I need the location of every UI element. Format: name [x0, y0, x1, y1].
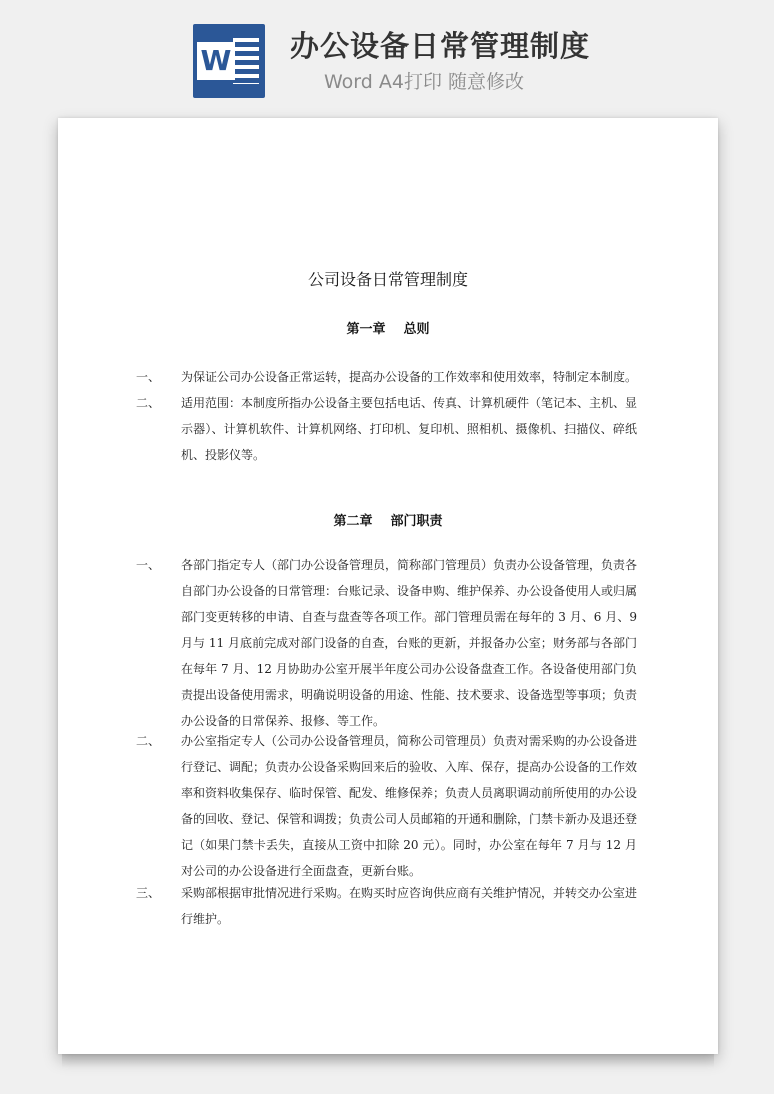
page-shadow: [62, 1052, 714, 1068]
document-title: 公司设备日常管理制度: [307, 270, 468, 289]
item-text: 为保证公司办公设备正常运转，提高办公设备的工作效率和使用效率，特制定本制度。: [181, 370, 638, 384]
document-page: [58, 118, 718, 1054]
chapter-heading: 第二章 部门职责: [333, 514, 443, 529]
page-subtitle: Word A4打印 随意修改: [324, 71, 525, 93]
chapter-heading: 第一章 总则: [346, 322, 430, 337]
word-letter: W: [197, 42, 235, 80]
page-title: 办公设备日常管理制度: [290, 29, 591, 63]
item-number: 一、: [136, 370, 161, 384]
item-number: 二、: [136, 734, 161, 748]
item-number: 三、: [136, 886, 161, 900]
document-lines-graphic: [233, 38, 259, 84]
word-icon: [193, 24, 265, 98]
item-text: 采购部根据审批情况进行采购。在购买时应咨询供应商有关维护情况，并转交办公室进行维护。: [181, 886, 638, 926]
item-text: 适用范围：本制度所指办公设备主要包括电话、传真、计算机硬件（笔记本、主机、显示器）、计算机软件、计算机网络、打印机、复印机、照相机、摄像机、扫描仪、碎纸机、投影仪等。: [181, 396, 638, 462]
item-number: 一、: [136, 558, 161, 572]
item-number: 二、: [136, 396, 161, 410]
header: [0, 0, 774, 110]
item-text: 各部门指定专人（部门办公设备管理员，简称部门管理员）负责办公设备管理，负责各自部门办公设备的日常管理：台账记录、设备申购、维护保养、办公设备使用人或归属部门变更转移的申请、自查与盘查等各项工作。部门管理员需在每年的 3 月、6 月、9 月与 11 月底前完成对部门设备的自查，台账的更新，并报备办公室；财务部与各部门在每年 7 月、12 月协助办公室开展半年度公司办公设备盘查工作。各设备使用部门负责提出设备使用需求，明确说明设备的用途、性能、技术要求、设备选型等事项；负责办公设备的日常保养、报修、等工作。: [181, 558, 638, 728]
item-text: 办公室指定专人（公司办公设备管理员，简称公司管理员）负责对需采购的办公设备进行登记、调配；负责办公设备采购回来后的验收、入库、保存，提高办公设备的工作效率和资料收集保存、临时保管、配发、维修保养；负责人员离职调动前所使用的办公设备的回收、登记、保管和调拨；负责公司人员邮箱的开通和删除，门禁卡新办及退还登记（如果门禁卡丢失，直接从工资中扣除 20 元）。同时，办公室在每年 7 月与 12 月对公司的办公设备进行全面盘查，更新台账。: [181, 734, 638, 878]
